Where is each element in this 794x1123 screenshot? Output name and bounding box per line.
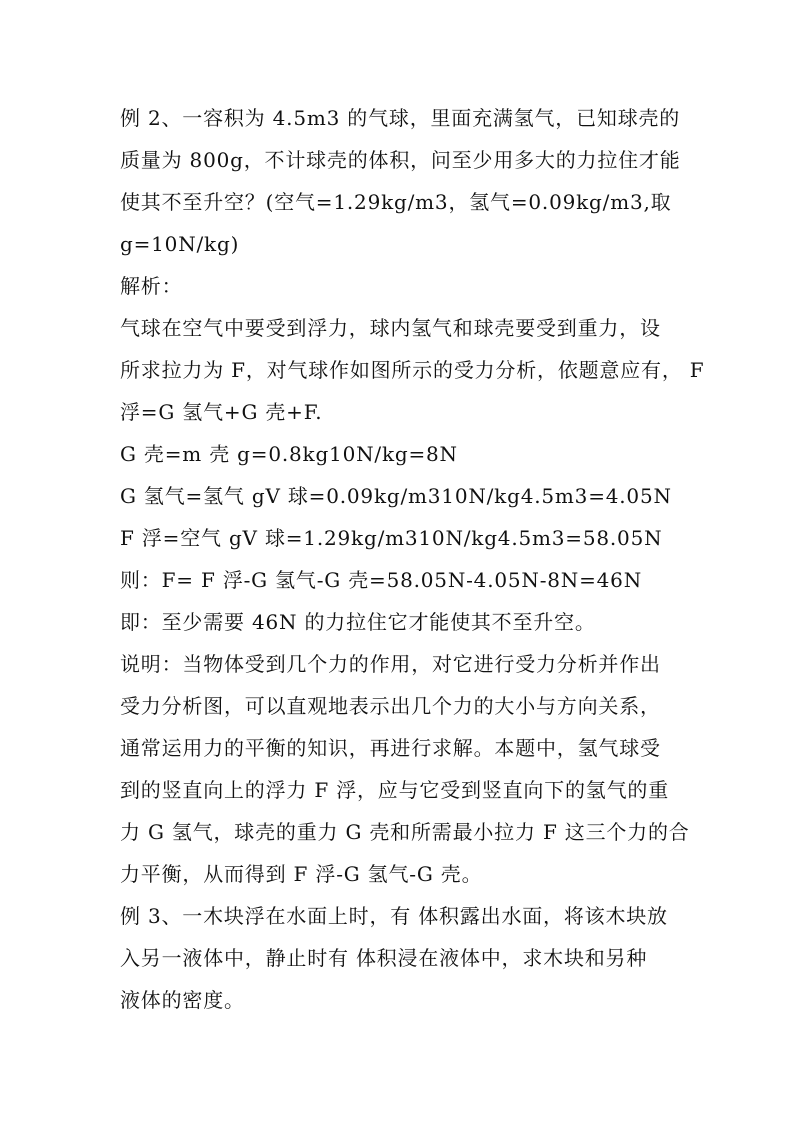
analysis-heading: 解析： bbox=[120, 274, 183, 298]
example-3-question-line-2: 入另一液体中，静止时有 体积浸在液体中，求木块和另种 bbox=[120, 946, 648, 970]
explanation-line-3: 通常运用力的平衡的知识，再进行求解。本题中，氢气球受 bbox=[120, 736, 661, 760]
example-3-question-line-3: 液体的密度。 bbox=[120, 988, 245, 1012]
analysis-line-3: 浮=G 氢气+G 壳+F. bbox=[120, 400, 323, 424]
explanation-line-6: 力平衡，从而得到 F 浮-G 氢气-G 壳。 bbox=[120, 862, 483, 886]
explanation-line-2: 受力分析图，可以直观地表示出几个力的大小与方向关系， bbox=[120, 694, 661, 718]
explanation-line-1: 说明：当物体受到几个力的作用，对它进行受力分析并作出 bbox=[120, 652, 661, 676]
example-2-question-line-4: g=10N/kg) bbox=[120, 232, 240, 256]
example-2-question-line-2: 质量为 800g，不计球壳的体积，问至少用多大的力拉住才能 bbox=[120, 148, 681, 172]
analysis-line-2: 所求拉力为 F，对气球作如图所示的受力分析，依题意应有， F bbox=[120, 358, 705, 382]
explanation-line-5: 力 G 氢气，球壳的重力 G 壳和所需最小拉力 F 这三个力的合 bbox=[120, 820, 690, 844]
answer-line: 即：至少需要 46N 的力拉住它才能使其不至升空。 bbox=[120, 610, 596, 634]
equation-pull-force: 则：F= F 浮-G 氢气-G 壳=58.05N-4.05N-8N=46N bbox=[120, 568, 643, 592]
example-2-question-line-3: 使其不至升空？(空气=1.29kg/m3，氢气=0.09kg/m3,取 bbox=[120, 190, 672, 214]
equation-buoyancy: F 浮=空气 gV 球=1.29kg/m310N/kg4.5m3=58.05N bbox=[120, 526, 663, 550]
equation-hydrogen-weight: G 氢气=氢气 gV 球=0.09kg/m310N/kg4.5m3=4.05N bbox=[120, 484, 672, 508]
example-2-question-line-1: 例 2、一容积为 4.5m3 的气球，里面充满氢气，已知球壳的 bbox=[120, 106, 681, 130]
document-body bbox=[120, 97, 760, 1021]
example-3-question-line-1: 例 3、一木块浮在水面上时，有 体积露出水面，将该木块放 bbox=[120, 904, 668, 928]
equation-shell-weight: G 壳=m 壳 g=0.8kg10N/kg=8N bbox=[120, 442, 458, 466]
analysis-line-1: 气球在空气中要受到浮力，球内氢气和球壳要受到重力，设 bbox=[120, 316, 661, 340]
explanation-line-4: 到的竖直向上的浮力 F 浮，应与它受到竖直向下的氢气的重 bbox=[120, 778, 669, 802]
